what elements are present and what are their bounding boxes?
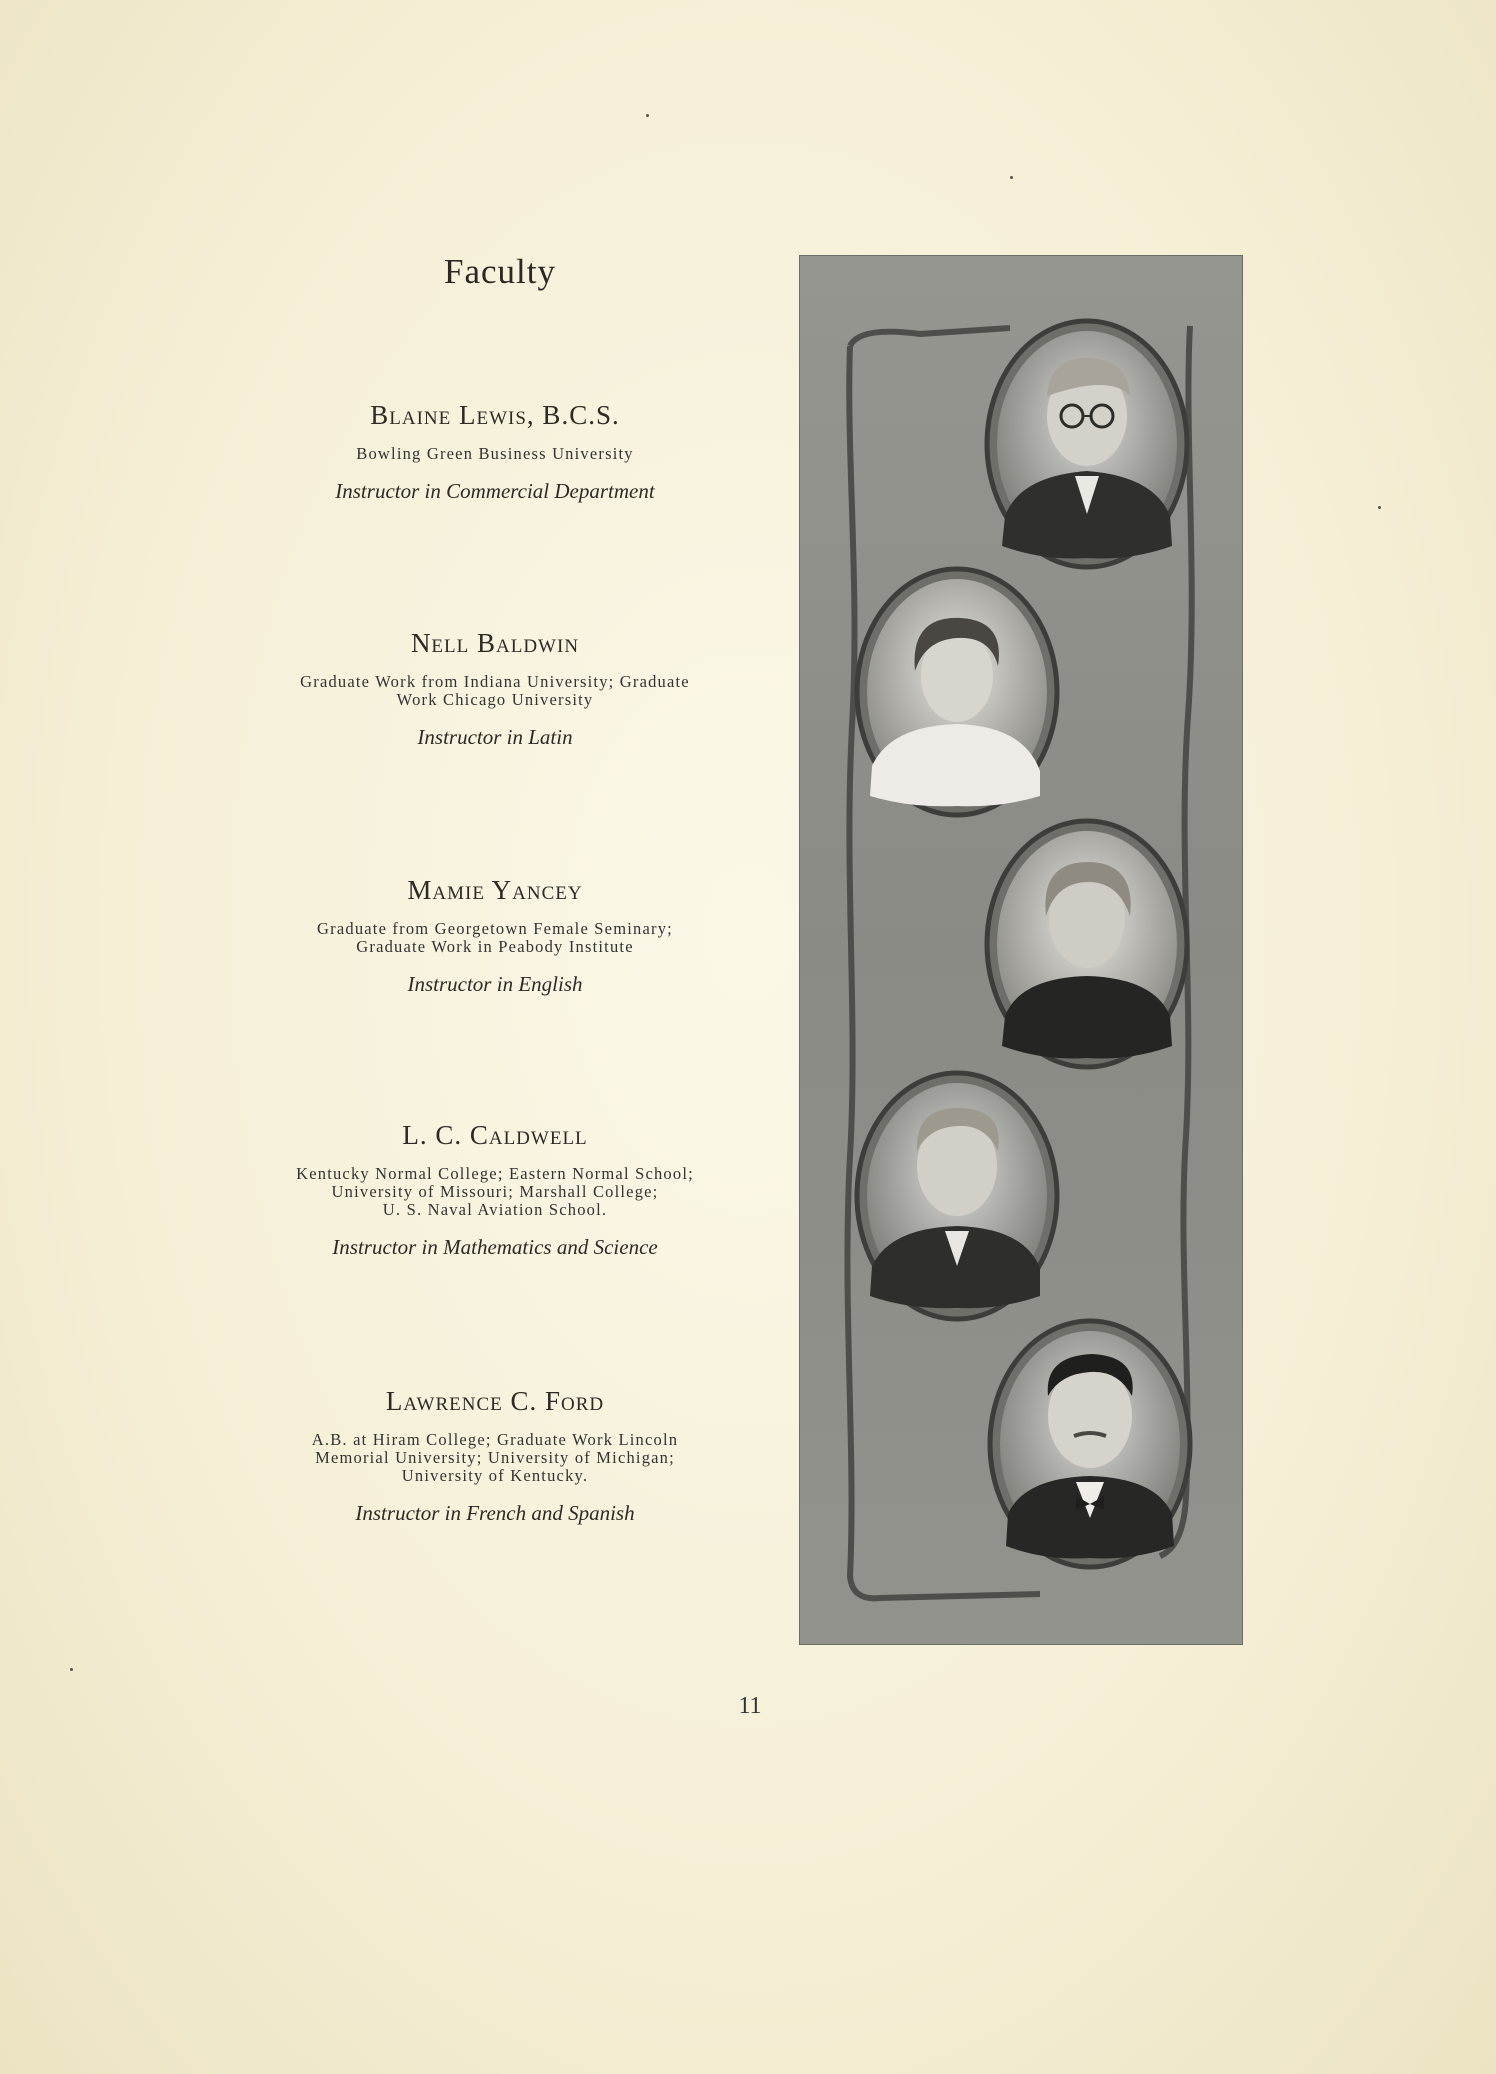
- faculty-name: Lawrence C. Ford: [385, 1386, 605, 1416]
- portrait-panel-art: [800, 256, 1242, 1644]
- frame-top-line: [850, 328, 1010, 346]
- page-number: 11: [738, 1693, 762, 1719]
- faculty-entry: [240, 400, 750, 504]
- faculty-credentials: [240, 445, 750, 463]
- portrait-young-man-icon: [990, 1321, 1190, 1567]
- portrait-woman-icon: [857, 569, 1057, 815]
- credential-line: University of Kentucky.: [401, 1466, 589, 1485]
- faculty-role: Instructor in Mathematics and Science: [332, 1235, 658, 1259]
- credential-line: University of Missouri; Marshall College;: [331, 1182, 659, 1201]
- credential-line: Graduate Work from Indiana University; Graduate: [300, 672, 690, 691]
- page-title: Faculty: [444, 252, 556, 291]
- speck: [646, 114, 649, 117]
- faculty-role: Instructor in Commercial Department: [335, 479, 655, 503]
- speck: [1378, 506, 1381, 509]
- credential-line: Work Chicago University: [396, 690, 594, 709]
- portrait-older-woman-icon: [987, 821, 1187, 1067]
- portrait-man-tie-icon: [857, 1073, 1057, 1319]
- faculty-entry: [240, 1386, 750, 1526]
- faculty-name: Nell Baldwin: [410, 628, 580, 658]
- faculty-credentials: [240, 673, 750, 709]
- credential-line: Graduate Work in Peabody Institute: [356, 937, 634, 956]
- credential-line: U. S. Naval Aviation School.: [382, 1200, 608, 1219]
- credential-line: Memorial University; University of Michigan;: [315, 1448, 675, 1467]
- credential-line: Bowling Green Business University: [356, 444, 634, 463]
- faculty-entry: [240, 1120, 750, 1260]
- faculty-credentials: [240, 1165, 750, 1219]
- portrait-panel: [800, 256, 1242, 1644]
- faculty-role: Instructor in French and Spanish: [355, 1501, 635, 1525]
- portrait-man-glasses-icon: [987, 321, 1187, 567]
- faculty-role: Instructor in Latin: [417, 725, 573, 749]
- faculty-entry: [240, 875, 750, 997]
- speck: [70, 1668, 73, 1671]
- faculty-name: L. C. Caldwell: [402, 1120, 588, 1150]
- speck: [1010, 176, 1013, 179]
- faculty-credentials: [240, 920, 750, 956]
- faculty-credentials: [240, 1431, 750, 1485]
- credential-line: A.B. at Hiram College; Graduate Work Lincoln: [311, 1430, 679, 1449]
- credential-line: Kentucky Normal College; Eastern Normal School;: [296, 1164, 694, 1183]
- faculty-entry: [240, 628, 750, 750]
- faculty-name: Blaine Lewis, B.C.S.: [370, 400, 620, 430]
- credential-line: Graduate from Georgetown Female Seminary;: [317, 919, 673, 938]
- faculty-name: Mamie Yancey: [407, 875, 583, 905]
- faculty-role: Instructor in English: [407, 972, 583, 996]
